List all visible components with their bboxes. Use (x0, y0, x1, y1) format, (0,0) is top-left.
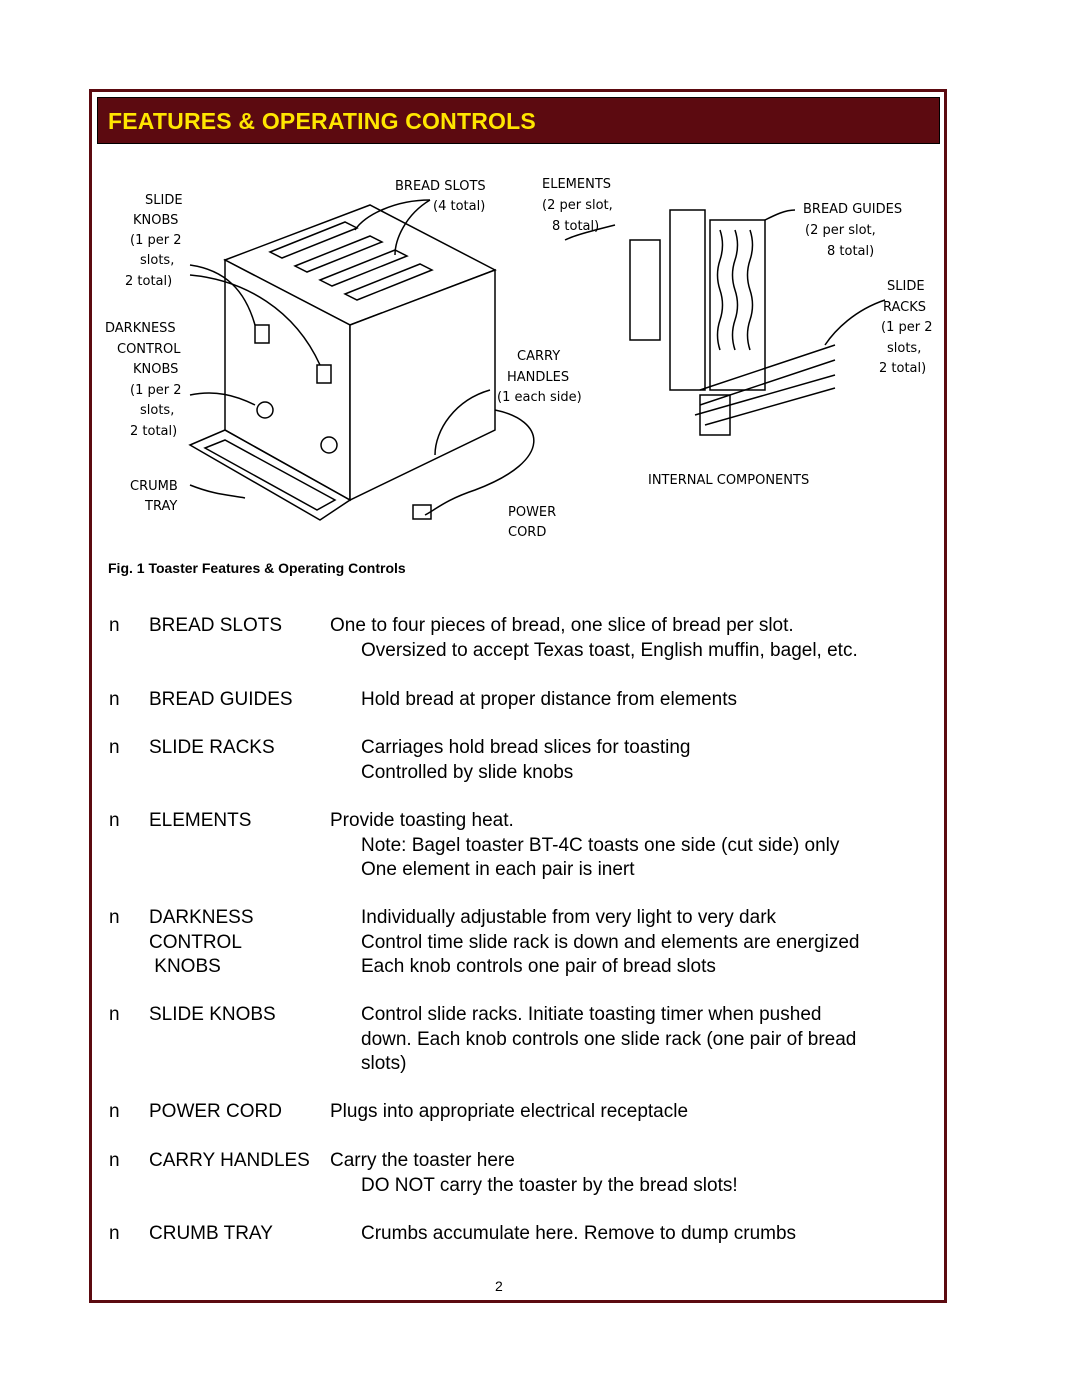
callout-slide-knobs-1: SLIDE (145, 193, 183, 208)
callout-crumb-1: CRUMB (130, 479, 178, 494)
feature-desc: Oversized to accept Texas toast, English muffin, bagel, etc. (361, 639, 858, 661)
feature-label: BREAD GUIDES (149, 689, 293, 710)
section-title: FEATURES & OPERATING CONTROLS (108, 108, 536, 134)
callout-slide-knobs-4: slots, (140, 253, 175, 268)
bullet-marker: n (109, 810, 120, 831)
figure-caption: Fig. 1 Toaster Features & Operating Controls (108, 560, 406, 576)
callout-darkness-6: 2 total) (130, 424, 178, 439)
callout-elements-1: ELEMENTS (542, 177, 612, 192)
callout-slide-racks-1: SLIDE (887, 279, 925, 294)
callout-slide-knobs-2: KNOBS (133, 213, 179, 228)
section-header (97, 97, 940, 144)
page-number: 2 (495, 1278, 503, 1294)
callout-carry-1: CARRY (517, 349, 561, 364)
bullet-marker: n (109, 1101, 120, 1122)
callout-carry-3: (1 each side) (497, 390, 582, 405)
feature-desc: Control time slide rack is down and elements are energized (361, 931, 860, 953)
callout-darkness-5: slots, (140, 403, 175, 418)
callout-slide-knobs-5: 2 total) (125, 274, 173, 289)
callout-slide-racks-4: slots, (887, 341, 922, 356)
callout-slide-knobs-3: (1 per 2 (130, 233, 182, 248)
feature-label: POWER CORD (149, 1101, 282, 1122)
feature-desc: One to four pieces of bread, one slice of bread per slot. (330, 615, 794, 636)
toaster-figure (95, 160, 945, 560)
feature-desc: Each knob controls one pair of bread slots (361, 956, 716, 977)
feature-desc: Plugs into appropriate electrical receptacle (330, 1101, 689, 1122)
feature-desc: Controlled by slide knobs (361, 761, 574, 783)
callout-bread-guides-1: BREAD GUIDES (803, 202, 903, 217)
feature-desc: down. Each knob controls one slide rack (one pair of bread (361, 1028, 857, 1050)
bullet-marker: n (109, 737, 120, 758)
feature-label: KNOBS (149, 956, 221, 977)
feature-label: CARRY HANDLES (149, 1150, 310, 1171)
callout-bread-guides-3: 8 total) (827, 244, 875, 259)
callout-bread-guides-2: (2 per slot, (805, 223, 876, 238)
feature-desc: DO NOT carry the toaster by the bread slots! (361, 1174, 738, 1196)
feature-label: BREAD SLOTS (149, 615, 283, 636)
callout-slide-racks-5: 2 total) (879, 361, 927, 376)
feature-desc: Hold bread at proper distance from elements (361, 689, 737, 710)
callout-darkness-3: KNOBS (133, 362, 179, 377)
feature-desc: Crumbs accumulate here. Remove to dump crumbs (361, 1223, 797, 1244)
bullet-marker: n (109, 1004, 120, 1025)
feature-label: CONTROL (149, 931, 242, 953)
bullet-marker: n (109, 1150, 120, 1171)
feature-label: ELEMENTS (149, 810, 252, 831)
callout-bread-slots-1: BREAD SLOTS (395, 179, 486, 194)
bullet-marker: n (109, 689, 120, 710)
feature-desc: slots) (361, 1053, 407, 1074)
callout-darkness-4: (1 per 2 (130, 383, 182, 398)
feature-desc: Provide toasting heat. (330, 810, 514, 831)
callout-bread-slots-2: (4 total) (433, 199, 486, 214)
callout-carry-2: HANDLES (507, 370, 570, 385)
callout-crumb-2: TRAY (145, 499, 178, 514)
bullet-marker: n (109, 1223, 120, 1244)
callout-darkness-2: CONTROL (117, 342, 181, 357)
feature-desc: One element in each pair is inert (361, 859, 635, 880)
feature-desc: Note: Bagel toaster BT-4C toasts one side (cut side) only (361, 834, 840, 856)
feature-desc: Carry the toaster here (330, 1150, 515, 1171)
callout-power-1: POWER (508, 505, 557, 520)
feature-label: SLIDE RACKS (149, 737, 275, 758)
feature-desc: Control slide racks. Initiate toasting timer when pushed (361, 1004, 822, 1025)
callout-darkness-1: DARKNESS (105, 321, 176, 336)
feature-desc: Individually adjustable from very light to very dark (361, 907, 777, 928)
callout-elements-2: (2 per slot, (542, 198, 613, 213)
callout-slide-racks-2: RACKS (883, 300, 927, 315)
feature-label: SLIDE KNOBS (149, 1004, 276, 1025)
feature-desc: Carriages hold bread slices for toasting (361, 737, 691, 758)
bullet-marker: n (109, 907, 120, 928)
bullet-marker: n (109, 615, 120, 636)
callout-power-2: CORD (508, 525, 547, 540)
feature-label: DARKNESS (149, 907, 254, 928)
callout-elements-3: 8 total) (552, 219, 600, 234)
feature-label: CRUMB TRAY (149, 1223, 273, 1244)
callout-slide-racks-3: (1 per 2 (881, 320, 933, 335)
callout-internal: INTERNAL COMPONENTS (648, 473, 810, 488)
